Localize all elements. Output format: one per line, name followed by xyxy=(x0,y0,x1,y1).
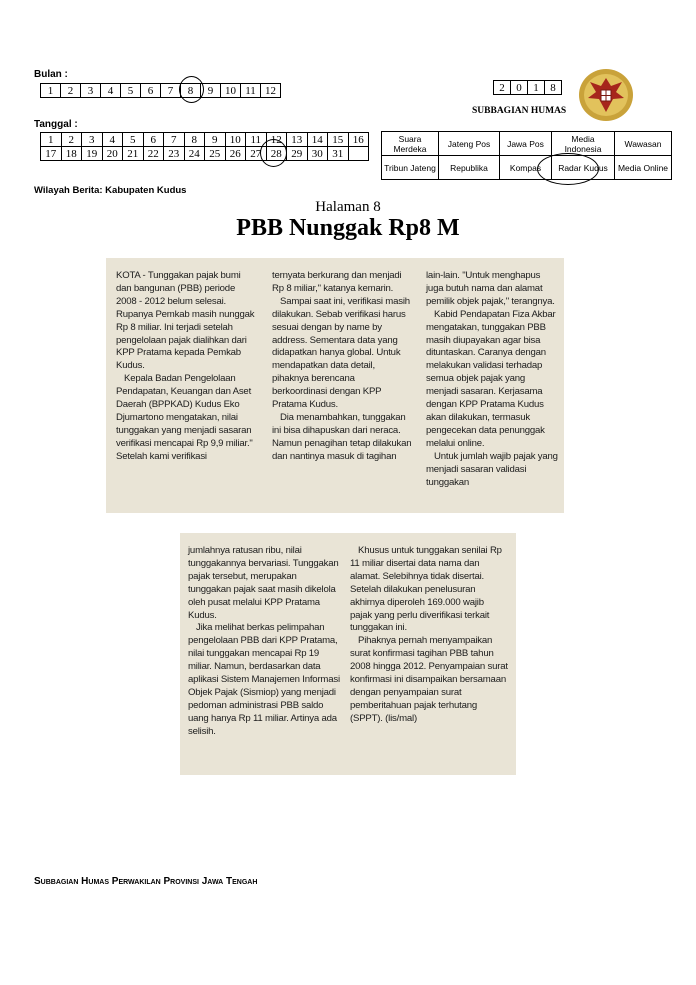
date-cell: 24 xyxy=(184,147,205,161)
date-cell xyxy=(348,147,369,161)
date-cell: 4 xyxy=(102,133,123,147)
date-cell: 15 xyxy=(328,133,349,147)
media-outlet-cell: Jateng Pos xyxy=(439,132,500,156)
media-outlet-cell: Wawasan xyxy=(615,132,672,156)
clip2-column-1: jumlahnya ratusan ribu, nilai tunggakannya bervariasi. Tunggakan pajak tersebut, merupakan tunggakan pajak saat masih dikelola oleh pusat melalui KPP Pratama Kudus. Jika melihat berkas pelimpahan pengelolaan PBB dari KPP Pratama, nilai tunggakan mencapai Rp 19 miliar. Namun, berdasarkan data aplikasi Sistem Manajemen Informasi Objek Pajak (Sismiop) yang menjadi pedoman administrasi PBB saldo uang hanya Rp 11 miliar. Artinya ada selisih. xyxy=(188,545,340,737)
clip1-column-2: ternyata berkurang dan menjadi Rp 8 miliar," katanya kemarin. Sampai saat ini, verifikasi masih dilakukan. Sebab verifikasi harus sesuai dengan by name by address. Sementara data yang didapatkan hanya global. Untuk mendapatkan data detail, pihaknya berencana berkoordinasi dengan KPP Pratama Kudus. Dia menambahkan, tunggakan ini bisa dihapuskan dari neraca. Namun penagihan tetap dilakukan dan nantinya masuk di tagihan xyxy=(272,270,412,462)
month-cell: 5 xyxy=(121,84,141,98)
media-table xyxy=(381,131,672,180)
selected-media-circle xyxy=(537,153,599,185)
date-cell: 7 xyxy=(164,133,185,147)
media-outlet-cell: Suara Merdeka xyxy=(382,132,439,156)
media-outlet-cell: Kompas xyxy=(500,156,552,180)
date-cell: 22 xyxy=(143,147,164,161)
footer-text: Subbagian Humas Perwakilan Provinsi Jawa Tengah xyxy=(34,876,258,887)
month-cell: 3 xyxy=(81,84,101,98)
news-clip-1 xyxy=(106,258,564,513)
month-cell: 2 xyxy=(61,84,81,98)
selected-month-circle xyxy=(179,76,204,103)
month-cell: 10 xyxy=(221,84,241,98)
month-cell: 9 xyxy=(201,84,221,98)
page-number: Halaman 8 xyxy=(315,199,381,215)
date-cell: 29 xyxy=(287,147,308,161)
subbagian-humas-label: SUBBAGIAN HUMAS xyxy=(472,106,567,116)
date-cell: 26 xyxy=(225,147,246,161)
date-cell: 2 xyxy=(61,133,82,147)
date-cell: 25 xyxy=(205,147,226,161)
date-cell: 3 xyxy=(82,133,103,147)
clip2-column-2: Khusus untuk tunggakan senilai Rp 11 miliar disertai data nama dan alamat. Selebihnya tidak disertai. Setelah dilakukan penelusuran akhirnya diperoleh 169.000 wajib pajak yang perlu diverifikasi terkait tunggakan ini. Pihaknya pernah menyampaikan surat konfirmasi tagihan PBB tahun 2008 hingga 2012. Penyampaian surat konfirmasi ini disampaikan bersamaan dengan penyampaian surat pemberitahuan pajak terhutang (SPPT). (lis/mal) xyxy=(350,545,508,724)
date-cell: 9 xyxy=(205,133,226,147)
clip1-column-3: lain-lain. "Untuk menghapus juga butuh nama dan alamat pemilik objek pajak," terangnya. Kabid Pendapatan Fiza Akbar mengatakan, tunggakan PBB masih diupayakan agar bisa dituntaskan. Caranya dengan melakukan validasi terhadap semua objek pajak yang menjadi sasaran. Kerjasama dengan KPP Pratama Kudus akan dilakukan, termasuk pengecekan data penunggak melalui online. Untuk jumlah wajib pajak yang menjadi sasaran validasi tunggakan xyxy=(426,270,558,488)
date-cell: 8 xyxy=(184,133,205,147)
month-cell: 12 xyxy=(261,84,281,98)
date-cell: 16 xyxy=(348,133,369,147)
news-clip-2 xyxy=(180,533,516,775)
date-cell: 10 xyxy=(225,133,246,147)
media-outlet-cell: Radar Kudus xyxy=(552,156,615,180)
month-cell: 6 xyxy=(141,84,161,98)
media-outlet-cell: Media Indonesia xyxy=(552,132,615,156)
date-cell: 30 xyxy=(307,147,328,161)
year-digit-cell: 0 xyxy=(511,81,528,95)
date-cell: 11 xyxy=(246,133,267,147)
date-cell: 14 xyxy=(307,133,328,147)
date-grid xyxy=(40,132,369,161)
date-cell: 31 xyxy=(328,147,349,161)
media-outlet-cell: Jawa Pos xyxy=(500,132,552,156)
month-grid xyxy=(40,83,281,98)
date-cell: 12 xyxy=(266,133,287,147)
year-digit-cell: 1 xyxy=(528,81,545,95)
date-cell: 6 xyxy=(143,133,164,147)
year-digit-cell: 2 xyxy=(494,81,511,95)
tanggal-label: Tanggal : xyxy=(34,119,78,130)
date-cell: 23 xyxy=(164,147,185,161)
month-cell: 11 xyxy=(241,84,261,98)
date-cell: 28 xyxy=(266,147,287,161)
media-outlet-cell: Tribun Jateng xyxy=(382,156,439,180)
year-digit-cell: 8 xyxy=(545,81,562,95)
date-cell: 5 xyxy=(123,133,144,147)
month-cell: 1 xyxy=(41,84,61,98)
date-cell: 21 xyxy=(123,147,144,161)
media-outlet-cell: Republika xyxy=(439,156,500,180)
date-cell: 17 xyxy=(41,147,62,161)
month-cell: 4 xyxy=(101,84,121,98)
bulan-label: Bulan : xyxy=(34,69,68,80)
wilayah-berita: Wilayah Berita: Kabupaten Kudus xyxy=(34,185,187,196)
month-cell: 7 xyxy=(161,84,181,98)
year-grid xyxy=(493,80,562,95)
date-cell: 27 xyxy=(246,147,267,161)
clip1-column-1: KOTA - Tunggakan pajak bumi dan bangunan (PBB) periode 2008 - 2012 belum selesai. Rupanya Pemkab masih nunggak Rp 8 miliar. Ini terjadi setelah pengelolaan pajak dialihkan dari KPP Pratama kepada Pemkab Kudus. Kepala Badan Pengelolaan Pendapatan, Keuangan dan Aset Daerah (BPPKAD) Kudus Eko Djumartono mengatakan, nilai tunggakan yang menjadi sasaran verifikasi mencapai Rp 9,9 miliar." Setelah kami verifikasi xyxy=(116,270,255,462)
selected-date-circle xyxy=(260,139,287,167)
month-cell: 8 xyxy=(181,84,201,98)
date-cell: 18 xyxy=(61,147,82,161)
date-cell: 13 xyxy=(287,133,308,147)
date-cell: 19 xyxy=(82,147,103,161)
garuda-emblem-icon xyxy=(578,68,634,122)
date-cell: 1 xyxy=(41,133,62,147)
media-outlet-cell: Media Online xyxy=(615,156,672,180)
article-title: PBB Nunggak Rp8 M xyxy=(236,215,460,241)
date-cell: 20 xyxy=(102,147,123,161)
